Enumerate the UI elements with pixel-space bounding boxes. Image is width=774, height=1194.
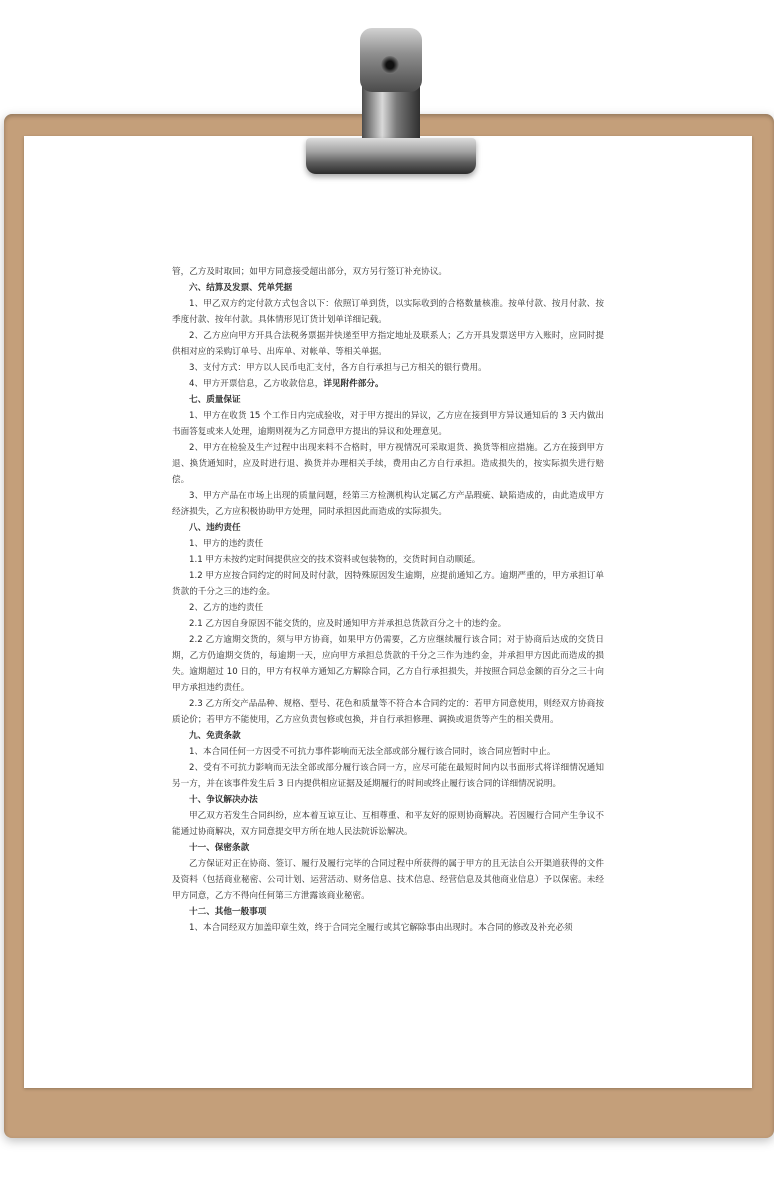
section-heading: 十二、其他一般事项 <box>189 907 267 917</box>
paragraph: 管，乙方及时取回；如甲方同意接受超出部分，双方另行签订补充协议。 <box>172 267 448 277</box>
section-heading: 六、结算及发票、凭单凭据 <box>189 283 293 293</box>
paragraph: 1、甲方在收货 15 个工作日内完成验收，对于甲方提出的异议，乙方应在接到甲方异议通知后的 3 天内做出书面答复或来人处理，逾期则视为乙方同意甲方提出的异议和处理意见。 <box>172 411 604 437</box>
paragraph: 3、甲方产品在市场上出现的质量问题，经第三方检测机构认定属乙方产品瑕疵、缺陷造成的，由此造成甲方经济损失，乙方应积极协助甲方处理，同时承担因此而造成的实际损失。 <box>172 491 604 517</box>
section-heading: 八、违约责任 <box>189 523 241 533</box>
paragraph: 2、受有不可抗力影响而无法全部或部分履行该合同一方，应尽可能在最短时间内以书面形式将详细情况通知另一方，并在该事件发生后 3 日内提供相应证据及延期履行的时间或终止履行该合同的详细情况说明。 <box>172 763 604 789</box>
paragraph: 3、支付方式：甲方以人民币电汇支付，各方自行承担与己方相关的银行费用。 <box>189 363 487 373</box>
paragraph: 甲乙双方若发生合同纠纷，应本着互谅互让、互相尊重、和平友好的原则协商解决。若因履行合同产生争议不能通过协商解决，双方同意提交甲方所在地人民法院诉讼解决。 <box>172 811 604 837</box>
paragraph: 1、甲乙双方约定付款方式包含以下：依照订单到货，以实际收到的合格数量核准。按单付款、按月付款、按季度付款、按年付款。具体情形见订货计划单详细记载。 <box>172 299 604 325</box>
paragraph: 2.1 乙方因自身原因不能交货的，应及时通知甲方并承担总货款百分之十的违约金。 <box>189 619 507 629</box>
paragraph: 1.2 甲方应按合同约定的时间及时付款，因特殊原因发生逾期，应提前通知乙方。逾期严重的，甲方承担订单货款的千分之三的违约金。 <box>172 571 604 597</box>
section-heading: 九、免责条款 <box>189 731 241 741</box>
paragraph <box>172 376 604 392</box>
paragraph-text: 4、甲方开票信息，乙方收款信息， <box>189 379 324 389</box>
section-heading: 十一、保密条款 <box>189 843 250 853</box>
paragraph: 1、甲方的违约责任 <box>189 539 264 549</box>
contract-text <box>172 264 604 936</box>
section-heading: 十、争议解决办法 <box>189 795 258 805</box>
paragraph: 乙方保证对正在协商、签订、履行及履行完毕的合同过程中所获得的属于甲方的且无法自公开渠道获得的文件及资料（包括商业秘密、公司计划、运营活动、财务信息、技术信息、经营信息及其他商业信息）予以保密。未经甲方同意，乙方不得向任何第三方泄露该商业秘密。 <box>172 859 604 901</box>
section-heading: 七、质量保证 <box>189 395 241 405</box>
bold-text: 详见附件部分。 <box>323 379 384 389</box>
paragraph: 1、本合同经双方加盖印章生效，终于合同完全履行或其它解除事由出现时。本合同的修改及补充必须 <box>189 923 573 933</box>
binder-clip-hole <box>381 56 399 74</box>
paragraph: 1.1 甲方未按约定时间提供应交的技术资料或包装物的，交货时间自动顺延。 <box>189 555 481 565</box>
paragraph: 2、乙方应向甲方开具合法税务票据并快递至甲方指定地址及联系人；乙方开具发票送甲方入账时，应同时提供相对应的采购订单号、出库单、对帐单、等相关单据。 <box>172 331 604 357</box>
paragraph: 2.2 乙方逾期交货的，须与甲方协商，如果甲方仍需要，乙方应继续履行该合同；对于协商后达成的交货日期，乙方仍逾期交货的，每逾期一天，应向甲方承担总货款的千分之三作为违约金，并承担甲方因此而造成的损失。逾期超过 10 日的，甲方有权单方通知乙方解除合同，乙方自行承担损失，并按照合同总金额的百分之三十向甲方承担违约责任。 <box>172 635 604 693</box>
binder-clip-icon <box>306 138 476 174</box>
paragraph: 2.3 乙方所交产品品种、规格、型号、花色和质量等不符合本合同约定的：若甲方同意使用，则经双方协商按质论价；若甲方不能使用，乙方应负责包修或包换，并自行承担修理、调换或退货等产生的相关费用。 <box>172 699 604 725</box>
paragraph: 1、本合同任何一方因受不可抗力事件影响而无法全部或部分履行该合同时，该合同应暂时中止。 <box>189 747 556 757</box>
paragraph: 2、甲方在检验及生产过程中出现来料不合格时，甲方视情况可采取退货、换货等相应措施。乙方在接到甲方退、换货通知时，应及时进行退、换货并办理相关手续，费用由乙方自行承担。造成损失的，按实际损失进行赔偿。 <box>172 443 604 485</box>
paragraph: 2、乙方的违约责任 <box>189 603 264 613</box>
